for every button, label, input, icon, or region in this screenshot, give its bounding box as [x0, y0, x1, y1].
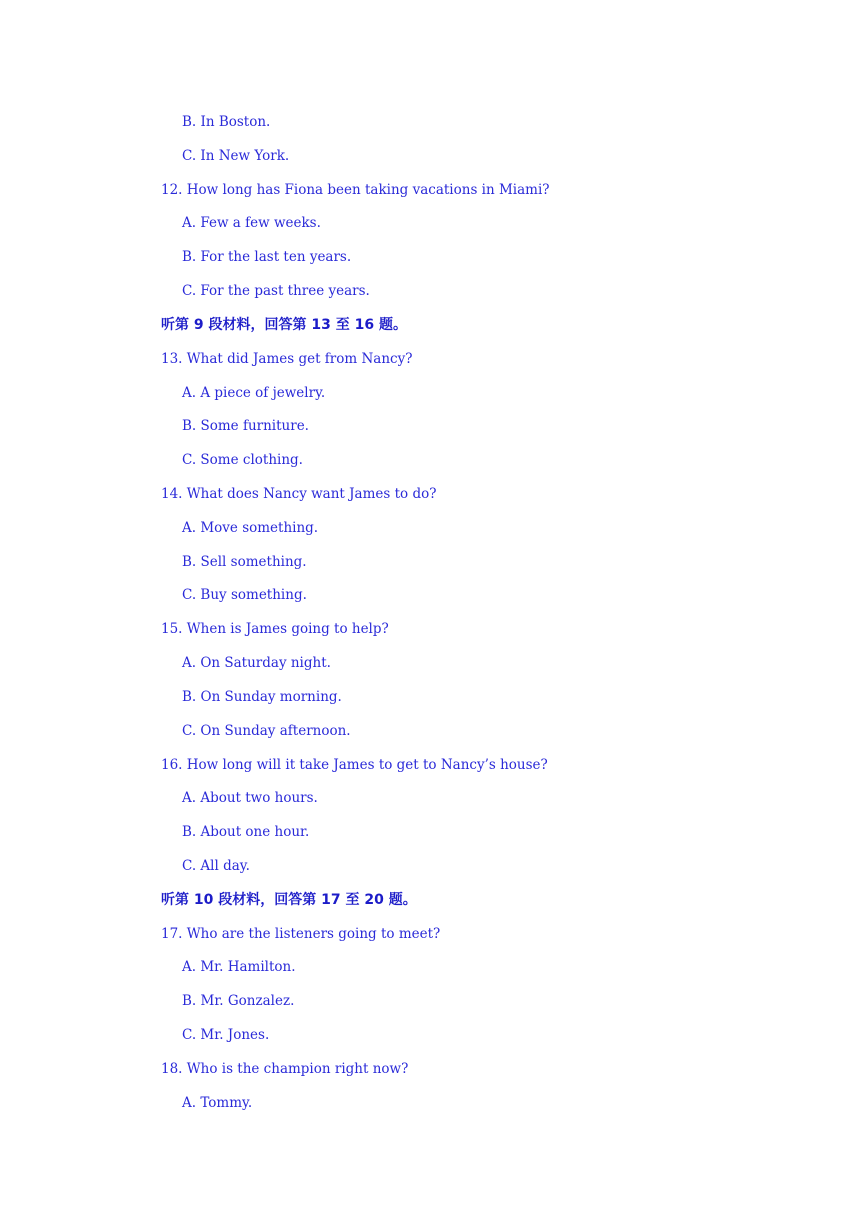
section-heading-9: 听第 9 段材料，回答第 13 至 16 题。: [161, 317, 407, 333]
question-15: 15. When is James going to help?: [161, 621, 389, 637]
option-16c: C. All day.: [182, 858, 250, 874]
option-15c: C. On Sunday afternoon.: [182, 723, 351, 739]
option-15a: A. On Saturday night.: [182, 655, 331, 671]
option-12a: A. Few a few weeks.: [182, 215, 321, 231]
question-18: 18. Who is the champion right now?: [161, 1061, 409, 1077]
question-16: 16. How long will it take James to get to Nancy’s house?: [161, 757, 548, 773]
section-heading-10: 听第 10 段材料，回答第 17 至 20 题。: [161, 892, 417, 908]
option-12b: B. For the last ten years.: [182, 249, 352, 265]
question-17: 17. Who are the listeners going to meet?: [161, 926, 441, 942]
option-14b: B. Sell something.: [182, 554, 307, 570]
option-12c: C. For the past three years.: [182, 283, 370, 299]
option-15b: B. On Sunday morning.: [182, 689, 342, 705]
option-16b: B. About one hour.: [182, 824, 310, 840]
option-17b: B. Mr. Gonzalez.: [182, 993, 295, 1009]
question-14: 14. What does Nancy want James to do?: [161, 486, 437, 502]
option-11c: C. In New York.: [182, 148, 290, 164]
option-18a: A. Tommy.: [182, 1095, 253, 1111]
option-11b: B. In Boston.: [182, 114, 271, 130]
option-13a: A. A piece of jewelry.: [182, 385, 326, 401]
option-17c: C. Mr. Jones.: [182, 1027, 270, 1043]
option-16a: A. About two hours.: [182, 790, 318, 806]
question-13: 13. What did James get from Nancy?: [161, 351, 413, 367]
option-13c: C. Some clothing.: [182, 452, 303, 468]
question-12: 12. How long has Fiona been taking vacations in Miami?: [161, 182, 550, 198]
option-13b: B. Some furniture.: [182, 418, 309, 434]
option-14c: C. Buy something.: [182, 587, 307, 603]
option-14a: A. Move something.: [182, 520, 319, 536]
option-17a: A. Mr. Hamilton.: [182, 959, 296, 975]
